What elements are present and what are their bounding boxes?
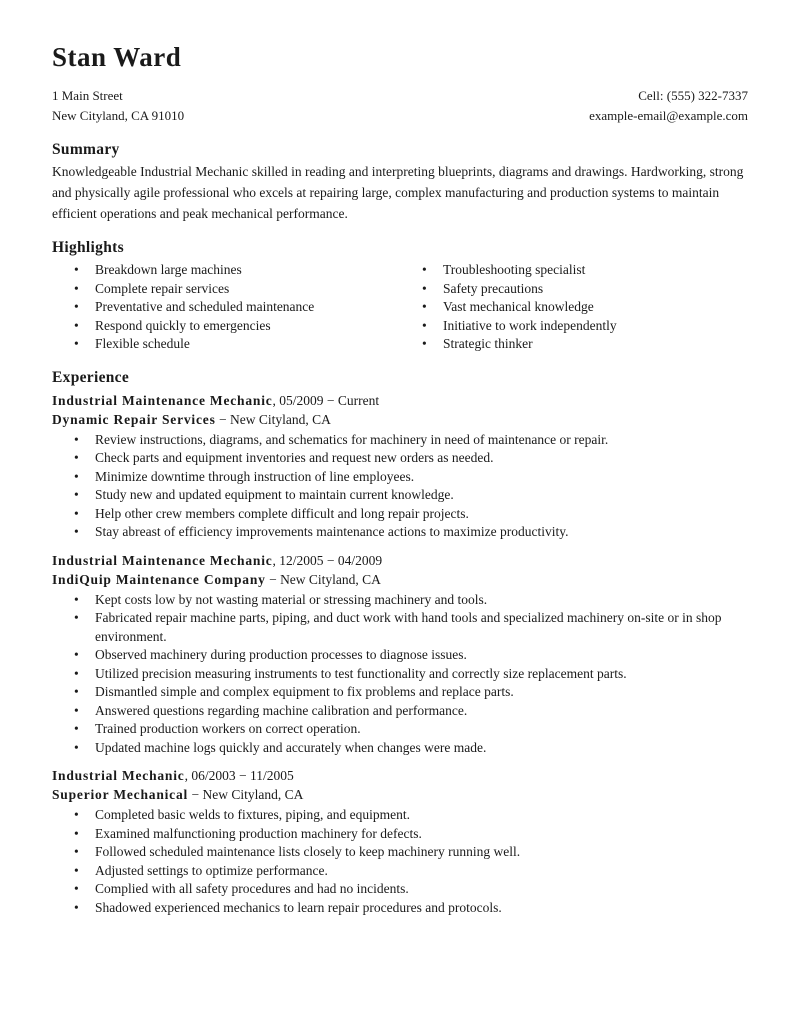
highlights-heading: Highlights <box>52 239 124 256</box>
list-item: • Preventative and scheduled maintenance <box>52 298 400 317</box>
job-bullet-list <box>52 591 748 758</box>
job-bullet-list <box>52 431 748 542</box>
list-item: • Shadowed experienced mechanics to learn repair procedures and protocols. <box>52 899 748 918</box>
list-item: • Review instructions, diagrams, and schematics for machinery in need of maintenance or repair. <box>52 431 748 450</box>
list-item: • Completed basic welds to fixtures, piping, and equipment. <box>52 806 748 825</box>
list-item: • Flexible schedule <box>52 335 400 354</box>
list-item: • Fabricated repair machine parts, piping, and duct work with hand tools and specialized machinery on-site or in shop environment. <box>52 609 748 646</box>
highlights-list-left <box>52 261 400 354</box>
title-dates-separator: , <box>272 552 280 568</box>
list-item: • Complied with all safety procedures and had no incidents. <box>52 880 748 899</box>
title-dates-separator: , <box>272 392 280 408</box>
list-item: • Updated machine logs quickly and accurately when changes were made. <box>52 739 748 758</box>
summary-heading: Summary <box>52 141 120 158</box>
list-item: • Respond quickly to emergencies <box>52 317 400 336</box>
highlights-column-left <box>52 259 400 354</box>
email-address: example-email@example.com <box>589 108 748 123</box>
job-company: Superior Mechanical <box>52 787 189 802</box>
highlights-column-right <box>400 259 748 354</box>
candidate-name: Stan Ward <box>52 42 182 72</box>
job-entry-1 <box>52 391 748 542</box>
list-item: • Initiative to work independently <box>400 317 748 336</box>
job-title-line <box>52 766 748 785</box>
address-block <box>52 86 184 126</box>
highlights-columns <box>52 259 748 354</box>
list-item: • Troubleshooting specialist <box>400 261 748 280</box>
list-item: • Kept costs low by not wasting material or stressing machinery and tools. <box>52 591 748 610</box>
highlights-list-right <box>400 261 748 354</box>
list-item: • Observed machinery during production processes to diagnose issues. <box>52 646 748 665</box>
job-title-line <box>52 391 748 410</box>
list-item: • Trained production workers on correct operation. <box>52 720 748 739</box>
experience-heading: Experience <box>52 368 130 386</box>
contact-section <box>52 86 748 126</box>
list-item: • Answered questions regarding machine calibration and performance. <box>52 702 748 721</box>
list-item: • Examined malfunctioning production machinery for defects. <box>52 825 748 844</box>
job-company-line <box>52 785 748 804</box>
list-item: • Followed scheduled maintenance lists closely to keep machinery running well. <box>52 843 748 862</box>
job-company: Dynamic Repair Services <box>52 411 216 427</box>
job-location: New Cityland, CA <box>280 571 381 587</box>
phone-number: Cell: (555) 322-7337 <box>638 88 748 103</box>
list-item: • Stay abreast of efficiency improvements maintenance actions to maximize productivity. <box>52 523 748 542</box>
list-item: • Adjusted settings to optimize performance. <box>52 862 748 881</box>
list-item: • Safety precautions <box>400 280 748 299</box>
list-item: • Minimize downtime through instruction of line employees. <box>52 468 748 487</box>
job-dates: 06/2003 − 11/2005 <box>191 768 294 783</box>
job-location: New Cityland, CA <box>230 411 331 427</box>
job-entry-3 <box>52 766 748 917</box>
company-location-separator: − <box>265 571 281 587</box>
job-dates: 05/2009 − Current <box>279 392 380 408</box>
list-item: • Strategic thinker <box>400 335 748 354</box>
job-title: Industrial Maintenance Mechanic <box>52 552 273 568</box>
company-location-separator: − <box>215 411 230 427</box>
list-item: • Check parts and equipment inventories and request new orders as needed. <box>52 449 748 468</box>
job-company-line <box>52 410 748 429</box>
list-item: • Dismantled simple and complex equipment to fix problems and replace parts. <box>52 683 748 702</box>
job-title-line <box>52 551 748 570</box>
job-title: Industrial Maintenance Mechanic <box>52 392 273 408</box>
list-item: • Help other crew members complete difficult and long repair projects. <box>52 505 748 524</box>
contact-block <box>589 86 748 126</box>
list-item: • Study new and updated equipment to maintain current knowledge. <box>52 486 748 505</box>
address-line2: New Cityland, CA 91010 <box>52 108 185 123</box>
list-item: • Utilized precision measuring instruments to test functionality and correctly size replacement parts. <box>52 665 748 684</box>
job-company-line <box>52 570 748 589</box>
highlights-section <box>52 239 748 354</box>
title-dates-separator: , <box>184 768 192 783</box>
summary-section <box>52 141 748 224</box>
company-location-separator: − <box>188 787 203 802</box>
job-company: IndiQuip Maintenance Company <box>52 571 266 587</box>
job-entry-2 <box>52 551 748 758</box>
job-bullet-list <box>52 806 748 917</box>
address-line1: 1 Main Street <box>52 88 123 103</box>
list-item: • Vast mechanical knowledge <box>400 298 748 317</box>
list-item: • Breakdown large machines <box>52 261 400 280</box>
list-item: • Complete repair services <box>52 280 400 299</box>
job-title: Industrial Mechanic <box>52 768 185 783</box>
experience-section <box>52 369 748 918</box>
job-dates: 12/2005 − 04/2009 <box>279 552 383 568</box>
job-location: New Cityland, CA <box>202 787 304 802</box>
summary-text: Knowledgeable Industrial Mechanic skilled in reading and interpreting blueprints, diagrams and drawings. Hardworking, strong and physically agile professional who excels at repairing large, complex manufacturing and production systems to maintain efficient operations and peak mechanical performance. <box>52 164 744 221</box>
